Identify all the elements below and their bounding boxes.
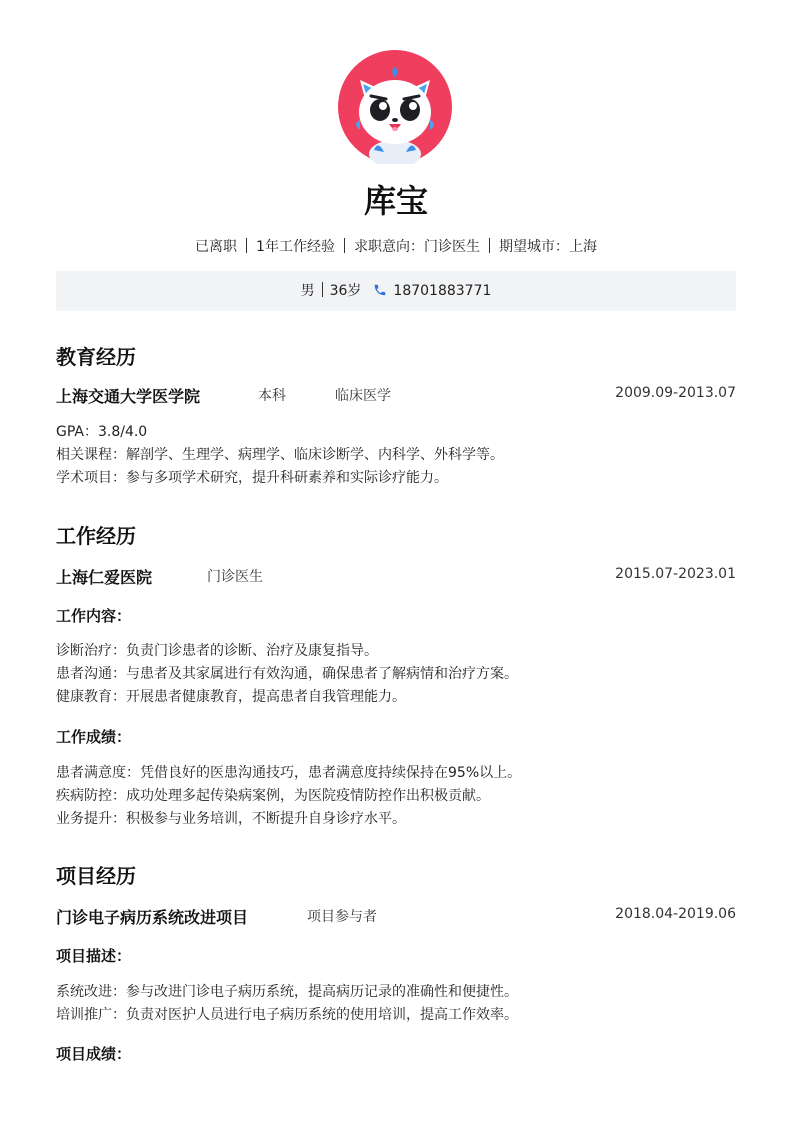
project-role: 项目参与者	[307, 909, 377, 925]
contact-bar	[56, 271, 736, 311]
work-content-line: 诊断治疗：负责门诊患者的诊断、治疗及康复指导。	[56, 643, 378, 659]
work-achievement-line: 患者满意度：凭借良好的医患沟通技巧，患者满意度持续保持在95%以上。	[56, 765, 522, 781]
divider	[246, 238, 247, 253]
project-header-row	[56, 905, 736, 927]
work-date: 2015.07-2023.01	[615, 566, 736, 582]
cat-mascot-avatar-icon	[338, 50, 452, 164]
company-name: 上海仁爱医院	[56, 568, 153, 587]
avatar	[338, 50, 452, 164]
profile-meta	[56, 236, 736, 256]
education-line: 学术项目：参与多项学术研究，提升科研素养和实际诊疗能力。	[56, 470, 448, 486]
job-role: 门诊医生	[207, 569, 263, 585]
phone-icon	[373, 283, 387, 297]
education-date: 2009.09-2013.07	[615, 385, 736, 401]
project-section-title: 项目经历	[56, 864, 136, 888]
project-desc-title: 项目描述：	[56, 947, 132, 965]
divider	[322, 282, 323, 297]
project-name: 门诊电子病历系统改进项目	[56, 908, 249, 927]
work-achievements-title: 工作成绩：	[56, 728, 132, 746]
city-text: 期望城市：上海	[498, 239, 597, 255]
project-desc-line: 系统改进：参与改进门诊电子病历系统，提高病历记录的准确性和便捷性。	[56, 984, 518, 1000]
candidate-name: 库宝	[363, 182, 428, 220]
gender-text: 男	[300, 283, 315, 299]
project-desc-line: 培训推广：负责对医护人员进行电子病历系统的使用培训，提高工作效率。	[56, 1007, 518, 1023]
work-header-row	[56, 565, 736, 587]
work-achievement-line: 业务提升：积极参与业务培训，不断提升自身诊疗水平。	[56, 811, 406, 827]
major-text: 临床医学	[335, 388, 391, 404]
project-results-title: 项目成绩：	[56, 1045, 132, 1063]
education-line: GPA：3.8/4.0	[56, 424, 148, 440]
work-achievement-line: 疾病防控：成功处理多起传染病案例，为医院疫情防控作出积极贡献。	[56, 788, 490, 804]
experience-text: 1年工作经验	[256, 239, 335, 255]
divider	[344, 238, 345, 253]
education-section-title: 教育经历	[56, 345, 136, 369]
degree-text: 本科	[258, 388, 286, 404]
work-content-line: 患者沟通：与患者及其家属进行有效沟通，确保患者了解病情和治疗方案。	[56, 666, 518, 682]
phone-number[interactable]: 18701883771	[393, 283, 492, 299]
work-content-line: 健康教育：开展患者健康教育，提高患者自我管理能力。	[56, 689, 406, 705]
age-text: 36岁	[329, 283, 362, 299]
intent-text: 求职意向：门诊医生	[353, 239, 480, 255]
status-text: 已离职	[195, 239, 238, 255]
work-content-title: 工作内容：	[56, 607, 132, 625]
divider	[489, 238, 490, 253]
project-date: 2018.04-2019.06	[615, 906, 736, 922]
school-name: 上海交通大学医学院	[56, 387, 201, 406]
education-line: 相关课程：解剖学、生理学、病理学、临床诊断学、内科学、外科学等。	[56, 447, 504, 463]
education-header-row	[56, 384, 736, 406]
work-section-title: 工作经历	[56, 524, 136, 548]
